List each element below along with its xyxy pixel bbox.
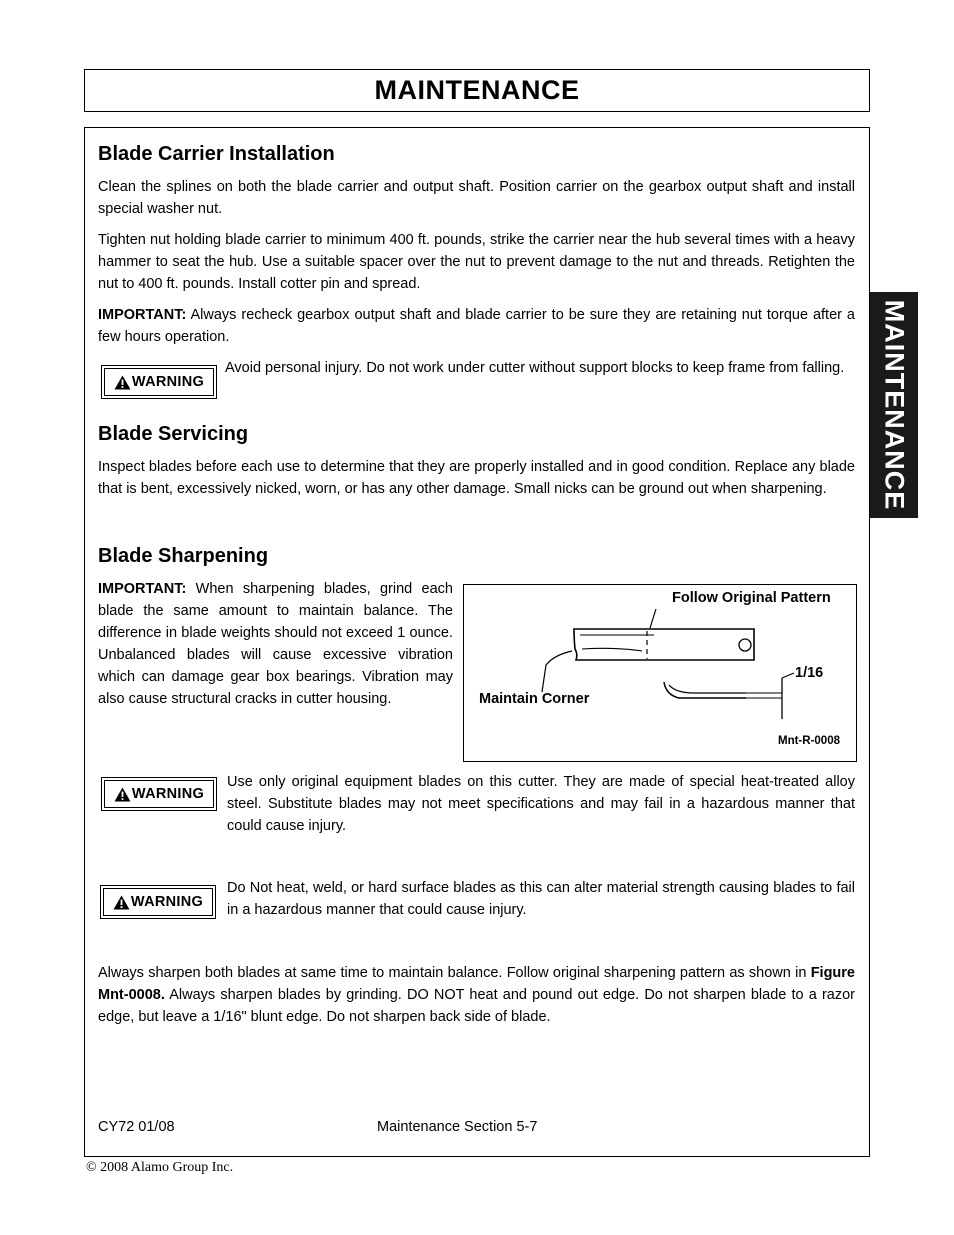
figure-label-follow-pattern: Follow Original Pattern [672,590,831,606]
footer-section-page: Maintenance Section 5-7 [377,1119,538,1135]
footer-model-date: CY72 01/08 [98,1119,175,1135]
warning-triangle-icon [113,895,130,910]
figure-blade-sharpening-pattern [463,584,857,762]
warning-label: WARNING [131,786,205,802]
warning-text-support-blocks: Avoid personal injury. Do not work under cutter without support blocks to keep frame from falling. [225,360,845,376]
warning-badge-inner [104,780,214,808]
final-text-post: Always sharpen blades by grinding. DO NOT heat and pound out edge. Do not sharpen blade to a razor edge, but leave a 1/16" blunt edge. Do not sharpen back side of blade. [98,987,855,1025]
important-text: When sharpening blades, grind each blade the same amount to maintain balance. The difference in blade weights should not exceed 1 ounce. Unbalanced blades will cause excessive vibration which can damage gear box bearings. Vibration may also cause structural cracks in cutter housing. [98,581,453,707]
warning-badge-inner [103,888,213,916]
heading-blade-servicing: Blade Servicing [98,423,249,445]
header-box [84,69,870,112]
important-text: Always recheck gearbox output shaft and blade carrier to be sure they are retaining nut torque after a few hours operation. [98,307,855,345]
section-tab-label: MAINTENANCE [879,299,909,511]
figure-reference: Figure Mnt-0008. [98,965,855,1003]
warning-label: WARNING [131,374,205,390]
figure-label-maintain-corner: Maintain Corner [479,691,590,707]
warning-label: WARNING [130,894,204,910]
warning-badge [101,777,217,811]
sharpening-important-note [98,578,453,710]
page-title: MAINTENANCE [374,75,580,105]
section-tab [869,292,918,518]
heading-blade-sharpening: Blade Sharpening [98,545,269,567]
copyright: © 2008 Alamo Group Inc. [86,1160,234,1175]
carrier-paragraph-1: Clean the splines on both the blade carrier and output shaft. Position carrier on the gearbox output shaft and install special washer nut. [98,179,855,217]
carrier-important-note [98,304,855,348]
servicing-paragraph: Inspect blades before each use to determine that they are properly installed and in good condition. Replace any blade that is bent, excessively nicked, worn, or has any other damage. Small nicks can be ground out when sharpening. [98,459,855,497]
carrier-paragraph-2: Tighten nut holding blade carrier to minimum 400 ft. pounds, strike the carrier near the hub several times with a heavy hammer to seat the hub. Use a suitable spacer over the nut to prevent damage to the nut and threads. Retighten the nut to 400 ft. pounds. Install cotter pin and spread. [98,232,855,292]
important-label: IMPORTANT: [98,581,187,597]
figure-id: Mnt-R-0008 [778,735,840,747]
warning-badge [100,885,216,919]
warning-triangle-icon [114,787,131,802]
figure-label-dimension: 1/16 [795,665,824,681]
important-label: IMPORTANT: [98,307,187,323]
warning-text-do-not-heat: Do Not heat, weld, or hard surface blades as this can alter material strength causing blades to fail in a hazardous manner that could cause injury. [227,880,855,918]
warning-badge-inner [104,368,214,396]
final-text-pre: Always sharpen both blades at same time to maintain balance. Follow original sharpening pattern as shown in [98,965,811,981]
sharpening-final-paragraph [98,962,855,1028]
warning-badge [101,365,217,399]
warning-text-original-blades: Use only original equipment blades on this cutter. They are made of special heat-treated alloy steel. Substitute blades may not meet specifications and may fail in a hazardous manner that could cause injury. [227,774,855,834]
warning-triangle-icon [114,375,131,390]
heading-blade-carrier-installation: Blade Carrier Installation [98,143,335,165]
